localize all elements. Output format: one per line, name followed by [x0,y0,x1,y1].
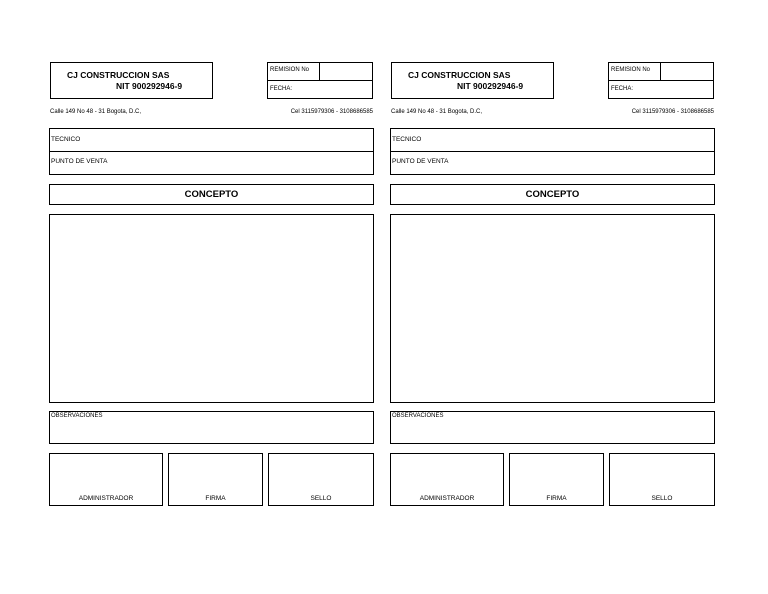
remision-label: REMISION No [611,67,651,73]
punto-venta-label: PUNTO DE VENTA [51,158,108,165]
company-header [391,62,554,99]
observaciones-box [49,411,374,444]
concepto-body [390,214,715,403]
sello-signature-box [268,453,374,506]
company-header [50,62,213,99]
tecnico-label: TECNICO [392,136,422,143]
concepto-header [49,184,374,205]
company-phone: Cel 3115979306 - 3108686585 [290,109,373,115]
punto-venta-label: PUNTO DE VENTA [392,158,449,165]
concepto-header [390,184,715,205]
administrador-label: ADMINISTRADOR [419,495,475,502]
remision-form-left [48,0,374,594]
remision-form-right [389,0,715,594]
concepto-title: CONCEPTO [525,189,580,200]
concepto-body [49,214,374,403]
fecha-label: FECHA: [270,86,293,92]
tecnico-box [49,128,374,175]
company-nit: NIT 900292946-9 [116,81,183,91]
firma-signature-box [168,453,263,506]
company-name: CJ CONSTRUCCION SAS [67,70,170,80]
tecnico-divider [391,151,714,152]
sello-signature-box [609,453,715,506]
remision-divider [660,63,661,81]
remision-box [608,62,714,99]
company-phone: Cel 3115979306 - 3108686585 [631,109,714,115]
tecnico-box [390,128,715,175]
tecnico-label: TECNICO [51,136,81,143]
tecnico-divider [50,151,373,152]
administrador-signature-box [49,453,163,506]
remision-divider [319,63,320,81]
observaciones-label: OBSERVACIONES [51,413,103,419]
administrador-label: ADMINISTRADOR [78,495,134,502]
observaciones-label: OBSERVACIONES [392,413,444,419]
remision-box [267,62,373,99]
company-address: Calle 149 No 48 - 31 Bogota, D.C, [50,109,142,115]
company-name: CJ CONSTRUCCION SAS [408,70,511,80]
concepto-title: CONCEPTO [184,189,239,200]
sello-label: SELLO [651,495,673,502]
company-address: Calle 149 No 48 - 31 Bogota, D.C, [391,109,483,115]
company-nit: NIT 900292946-9 [457,81,524,91]
firma-label: FIRMA [205,495,226,502]
administrador-signature-box [390,453,504,506]
fecha-label: FECHA: [611,86,634,92]
remision-label: REMISION No [270,67,310,73]
observaciones-box [390,411,715,444]
sello-label: SELLO [310,495,332,502]
firma-label: FIRMA [546,495,567,502]
firma-signature-box [509,453,604,506]
